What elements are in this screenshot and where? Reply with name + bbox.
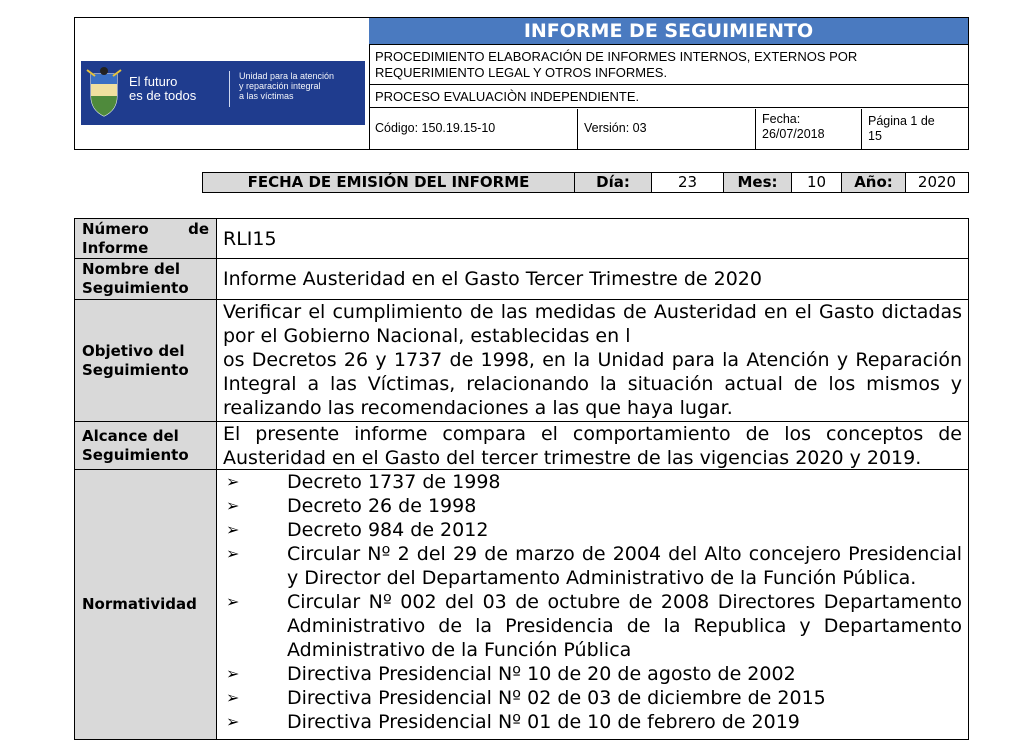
regulation-text: Decreto 1737 de 1998	[287, 471, 501, 493]
follow-up-name-value: Informe Austeridad en el Gasto Tercer Trimestre de 2020	[223, 268, 762, 290]
logo-divider	[229, 71, 230, 107]
objective-label-line2: Seguimiento	[82, 360, 189, 379]
institution-logo	[81, 61, 365, 125]
report-title: INFORME DE SEGUIMIENTO	[369, 18, 968, 45]
regulation-item	[223, 662, 962, 686]
day-value: 23	[651, 173, 723, 192]
procedure-line1: PROCEDIMIENTO ELABORACIÓN DE INFORMES INTERNOS, EXTERNOS POR	[375, 49, 858, 64]
report-number-label-line2: Informe	[82, 238, 149, 257]
logo-slogan-line1: El futuro	[129, 74, 178, 89]
regulation-item	[223, 686, 962, 710]
regulation-text: Decreto 984 de 2012	[287, 519, 489, 541]
regulation-item	[223, 710, 962, 734]
follow-up-name-label-line1: Nombre del	[82, 260, 181, 278]
regulations-label-text: Normatividad	[82, 595, 197, 613]
regulation-text: Directiva Presidencial Nº 01 de 10 de febrero de 2019	[287, 711, 800, 733]
month-value: 10	[791, 173, 841, 192]
emission-label: FECHA DE EMISIÓN DEL INFORME	[203, 173, 574, 192]
day-label: Día:	[574, 173, 651, 192]
regulation-item	[223, 542, 962, 590]
regulation-text: Administrativo de la Función Pública	[287, 639, 632, 661]
scope-label-line1: Alcance del	[82, 426, 179, 445]
regulations-list	[223, 470, 962, 734]
logo-unit-line3: a las víctimas	[239, 91, 294, 101]
arrow-bullet-icon: ➢	[226, 520, 240, 539]
arrow-bullet-icon: ➢	[226, 688, 240, 707]
row-objective	[75, 300, 968, 422]
page-line2: 15	[868, 129, 882, 143]
row-report-number	[75, 219, 968, 259]
procedure-name	[369, 45, 968, 85]
regulation-text: Circular Nº 2 del 29 de marzo de 2004 del Alto concejero Presidencial	[287, 543, 962, 565]
regulation-item	[223, 518, 962, 542]
report-number-label	[75, 219, 217, 258]
objective-line: os Decretos 26 y 1737 de 1998, en la Unidad para la Atención y Reparación	[223, 349, 962, 371]
row-regulations	[75, 470, 968, 739]
arrow-bullet-icon: ➢	[226, 496, 240, 515]
follow-up-name-label	[75, 259, 217, 299]
objective-value	[217, 300, 968, 421]
report-number-value: RLI15	[223, 228, 277, 250]
row-scope	[75, 422, 968, 470]
objective-line: Verificar el cumplimiento de las medidas de Austeridad en el Gasto dictadas	[223, 301, 962, 323]
month-label: Mes:	[723, 173, 791, 192]
row-follow-up-name	[75, 259, 968, 300]
logo-slogan-line2: es de todos	[129, 88, 197, 103]
logo-unit-line2: y reparación integral	[239, 81, 321, 91]
logo-unit-name	[239, 71, 334, 101]
date-label: Fecha:	[762, 112, 801, 126]
regulations-label	[75, 470, 217, 739]
report-number-label-line1: Número de	[82, 219, 209, 238]
scope-line: El presente informe compara el comportamiento de los conceptos de	[223, 423, 962, 445]
regulation-text: Directiva Presidencial Nº 02 de 03 de diciembre de 2015	[287, 687, 826, 709]
process-name: PROCESO EVALUACIÒN INDEPENDIENTE.	[369, 86, 968, 108]
procedure-line2: REQUERIMIENTO LEGAL Y OTROS INFORMES.	[375, 65, 668, 80]
year-value: 2020	[905, 173, 968, 192]
report-info-table	[74, 218, 969, 740]
year-label: Año:	[841, 173, 905, 192]
logo-slogan	[129, 75, 196, 103]
scope-line: Austeridad en el Gasto del tercer trimestre de las vigencias 2020 y 2019.	[223, 447, 922, 469]
objective-label-line1: Objetivo del	[82, 341, 185, 360]
document-code: Código: 150.19.15-10	[375, 121, 496, 135]
arrow-bullet-icon: ➢	[226, 472, 240, 491]
follow-up-name-label-line2: Seguimiento	[82, 279, 189, 297]
regulation-text: Directiva Presidencial Nº 10 de 20 de agosto de 2002	[287, 663, 796, 685]
document-version: Versión: 03	[577, 109, 755, 149]
scope-label	[75, 422, 217, 469]
regulation-text: y Director del Departamento Administrativo de la Función Pública.	[287, 567, 917, 589]
logo-unit-line1: Unidad para la atención	[239, 71, 335, 81]
objective-line: Integral a las Víctimas, relacionando la situación actual de los mismos y	[223, 373, 962, 395]
logo-cell	[75, 18, 370, 149]
scope-label-line2: Seguimiento	[82, 445, 189, 464]
regulations-value	[217, 470, 968, 739]
document-date	[755, 109, 861, 149]
scope-value	[217, 422, 968, 469]
page-line1: Página 1 de	[868, 114, 935, 128]
date-value: 26/07/2018	[762, 127, 825, 141]
arrow-bullet-icon: ➢	[226, 664, 240, 683]
regulation-text: Circular Nº 002 del 03 de octubre de 2008 Directores Departamento	[287, 591, 962, 613]
regulation-item	[223, 470, 962, 494]
objective-line: realizando las recomendaciones a las que haya lugar.	[223, 397, 733, 419]
objective-line: por el Gobierno Nacional, establecidas en l	[223, 325, 631, 347]
regulation-text: Decreto 26 de 1998	[287, 495, 477, 517]
regulation-text: Administrativo de la Presidencia de la Republica y Departamento	[287, 615, 962, 637]
document-header	[74, 17, 969, 150]
colombia-crest-icon	[85, 66, 123, 118]
arrow-bullet-icon: ➢	[226, 592, 240, 611]
page-number	[861, 109, 968, 149]
emission-date-row	[202, 172, 969, 193]
regulation-item	[223, 494, 962, 518]
regulation-item	[223, 590, 962, 662]
arrow-bullet-icon: ➢	[226, 712, 240, 731]
arrow-bullet-icon: ➢	[226, 544, 240, 563]
objective-label	[75, 300, 217, 421]
